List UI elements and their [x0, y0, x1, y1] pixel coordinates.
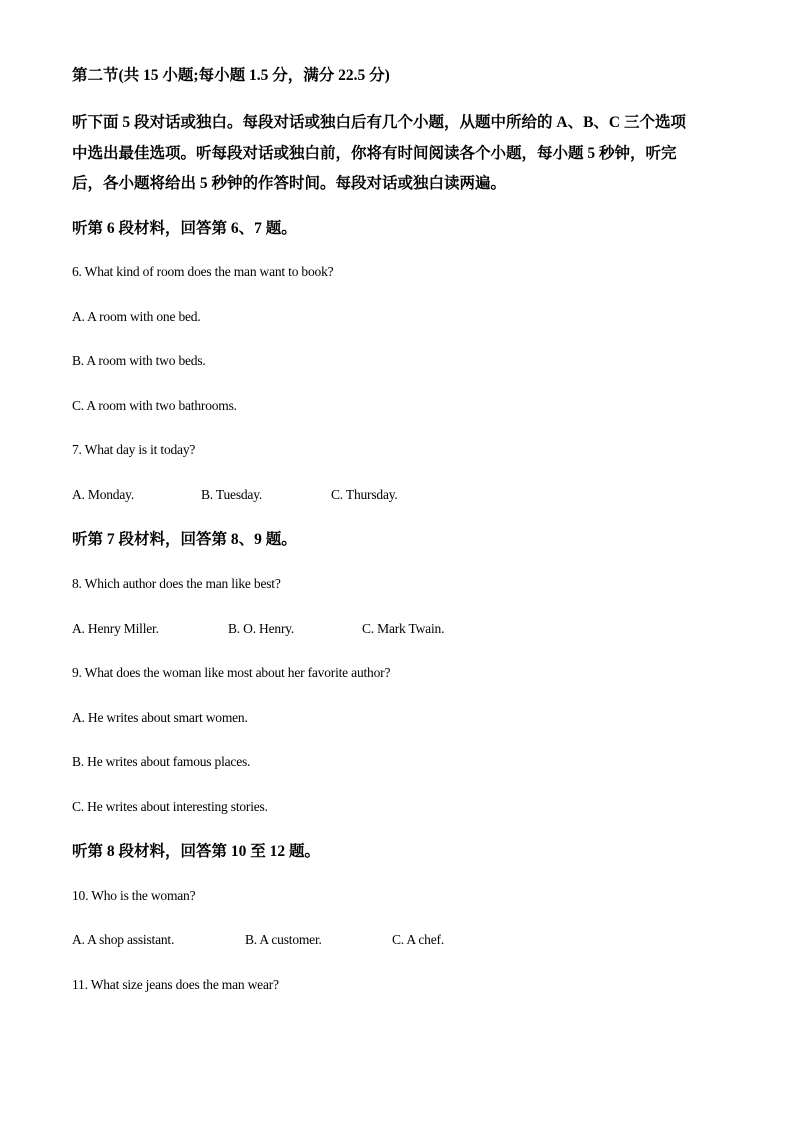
- instruction-line-2: 中选出最佳选项。听每段对话或独白前，你将有时间阅读各个小题，每小题 5 秒钟，听完: [72, 145, 677, 162]
- question-9-stem: 9. What does the woman like most about her favorite author?: [72, 665, 391, 680]
- question-10-stem: 10. Who is the woman?: [72, 888, 196, 903]
- question-8-option-b: B. O. Henry.: [228, 621, 295, 636]
- section-title: 第二节(共 15 小题;每小题 1.5 分，满分 22.5 分): [72, 67, 390, 84]
- question-8-option-a: A. Henry Miller.: [72, 621, 159, 636]
- question-8-stem: 8. Which author does the man like best?: [72, 576, 281, 591]
- question-9-option-c: C. He writes about interesting stories.: [72, 799, 268, 814]
- question-7-option-c: C. Thursday.: [331, 487, 398, 502]
- question-6-stem: 6. What kind of room does the man want to book?: [72, 264, 334, 279]
- group-heading-10-12: 听第 8 段材料，回答第 10 至 12 题。: [72, 843, 321, 860]
- question-10-option-a: A. A shop assistant.: [72, 932, 175, 947]
- group-heading-8-9: 听第 7 段材料，回答第 8、9 题。: [72, 531, 297, 548]
- question-9-option-a: A. He writes about smart women.: [72, 710, 248, 725]
- question-9-option-b: B. He writes about famous places.: [72, 754, 251, 769]
- question-10-option-c: C. A chef.: [392, 932, 444, 947]
- instruction-line-3: 后，各小题将给出 5 秒钟的作答时间。每段对话或独白读两遍。: [72, 175, 507, 192]
- question-7-stem: 7. What day is it today?: [72, 442, 196, 457]
- question-7-option-a: A. Monday.: [72, 487, 134, 502]
- instruction-line-1: 听下面 5 段对话或独白。每段对话或独白后有几个小题，从题中所给的 A、B、C 三个选项: [72, 114, 686, 131]
- question-11-stem: 11. What size jeans does the man wear?: [72, 977, 279, 992]
- group-heading-6-7: 听第 6 段材料，回答第 6、7 题。: [72, 220, 297, 237]
- question-7-option-b: B. Tuesday.: [201, 487, 263, 502]
- question-6-option-b: B. A room with two beds.: [72, 353, 206, 368]
- question-6-option-c: C. A room with two bathrooms.: [72, 398, 237, 413]
- question-6-option-a: A. A room with one bed.: [72, 309, 201, 324]
- question-10-option-b: B. A customer.: [245, 932, 322, 947]
- question-8-option-c: C. Mark Twain.: [362, 621, 445, 636]
